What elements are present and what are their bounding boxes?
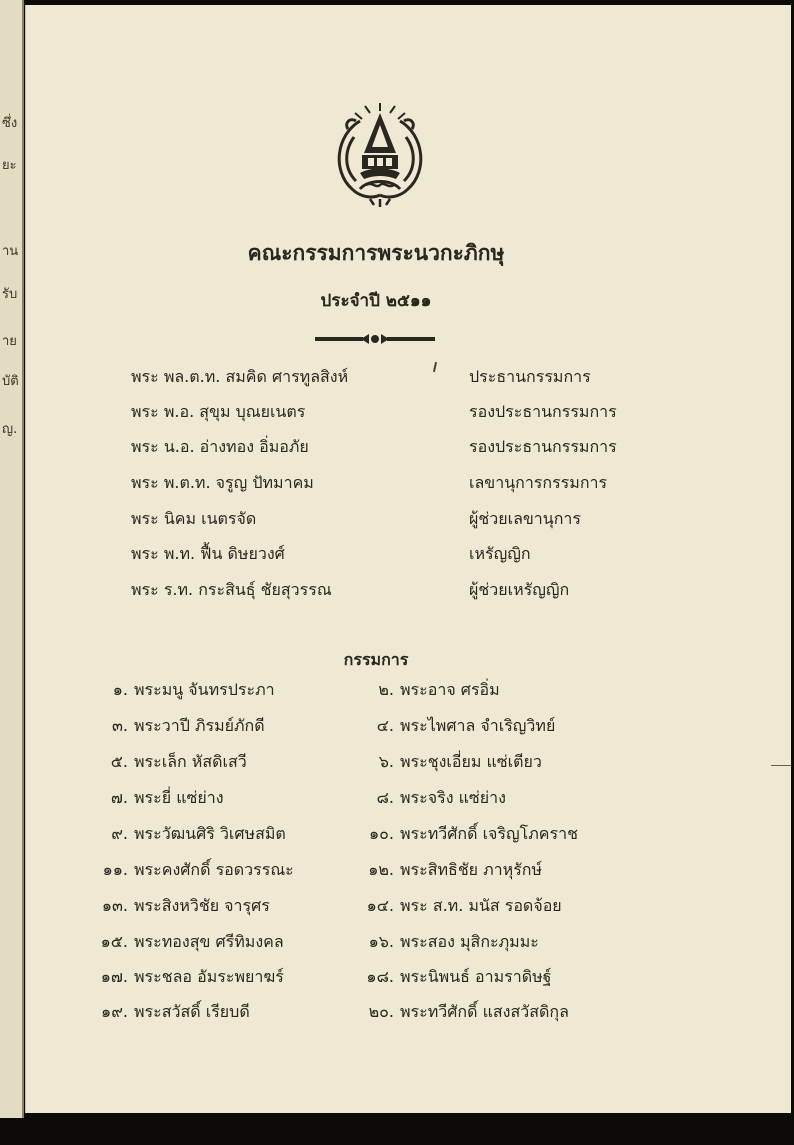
page-subtitle: ประจำปี ๒๕๑๑	[320, 291, 432, 311]
member-item	[86, 678, 275, 708]
member-name: พระคงศักดิ์ รอดวรรณะ	[134, 860, 294, 879]
previous-page-fragment: ซึ่ง	[2, 116, 18, 131]
officer-name: พระ พ.อ. สุขุม บุณยเนตร	[131, 402, 306, 421]
previous-page-fragment: ญ.	[2, 422, 18, 437]
member-item	[86, 822, 286, 852]
member-name: พระสวัสดิ์ เรียบดี	[134, 1002, 250, 1021]
page-title: คณะกรรมการพระนวกะภิกษุ	[247, 240, 505, 265]
member-number: ๑๒.	[368, 860, 394, 879]
member-item	[352, 1000, 569, 1030]
member-item	[352, 786, 506, 816]
officer-role: ผู้ช่วยเลขานุการ	[469, 509, 581, 528]
member-name: พระทวีศักดิ์ เจริญโภคราช	[400, 824, 578, 843]
member-number: ๒.	[378, 680, 394, 699]
temple-emblem-icon	[330, 101, 430, 211]
member-number: ๑๔.	[366, 896, 394, 915]
member-number: ๑๑.	[102, 860, 128, 879]
member-number: ๕.	[110, 752, 128, 771]
previous-page-fragment: รับ	[2, 287, 18, 302]
member-item	[86, 894, 270, 924]
member-item	[352, 858, 542, 888]
member-name: พระทองสุข ศรีทิมงคล	[134, 932, 284, 951]
member-name: พระไพศาล จำเริญวิทย์	[400, 716, 556, 735]
member-name: พระชลอ อัมระพยาฆร์	[134, 967, 284, 986]
document-page	[25, 5, 791, 1113]
member-number: ๑๗.	[100, 967, 128, 986]
member-item	[352, 678, 500, 708]
member-number: ๘.	[376, 788, 394, 807]
member-name: พระนิพนธ์ อามราดิษฐ์	[400, 967, 552, 986]
member-item	[86, 858, 294, 888]
officer-name: พระ พล.ต.ท. สมคิด ศารทูลสิงห์	[131, 367, 349, 386]
officer-name: พระ พ.ต.ท. จรูญ ปัทมาคม	[131, 473, 314, 492]
member-number: ๑๐.	[368, 824, 394, 843]
officer-row	[131, 365, 631, 395]
officer-name: พระ ร.ท. กระสินธุ์ ชัยสุวรรณ	[131, 580, 332, 599]
officer-role: ประธานกรรมการ	[469, 367, 591, 386]
member-number: ๑๓.	[101, 896, 128, 915]
member-number: ๑๙.	[101, 1002, 128, 1021]
member-item	[352, 930, 539, 960]
member-name: พระอาจ ศรอิ่ม	[400, 680, 500, 699]
previous-page-edge	[0, 0, 24, 1118]
previous-page-fragment: าน	[2, 244, 19, 259]
member-number: ๙.	[111, 824, 128, 843]
margin-mark	[771, 765, 791, 766]
officer-role: รองประธานกรรมการ	[469, 437, 617, 456]
member-name: พระสิทธิชัย ภาหุรักษ์	[400, 860, 543, 879]
ornament-divider-icon	[315, 332, 435, 346]
member-item	[86, 750, 247, 780]
member-number: ๔.	[376, 716, 394, 735]
officer-name: พระ พ.ท. ฟื้น ดิษยวงศ์	[131, 544, 285, 563]
officer-row	[131, 471, 631, 501]
member-item	[352, 965, 552, 995]
member-name: พระมนู จันทรประภา	[134, 680, 275, 699]
officer-row	[131, 400, 631, 430]
officer-name: พระ น.อ. อ่างทอง อิ่มอภัย	[131, 437, 309, 456]
officer-row	[131, 542, 631, 572]
member-item	[352, 822, 578, 852]
member-name: พระยี่ แซ่ย่าง	[134, 788, 224, 807]
member-item	[352, 750, 542, 780]
officer-role: ผู้ช่วยเหรัญญิก	[469, 580, 570, 599]
officer-row	[131, 435, 631, 465]
member-name: พระเล็ก หัสดิเสวี	[134, 752, 247, 771]
members-heading: กรรมการ	[343, 650, 409, 669]
officer-name: พระ นิคม เนตรจัด	[131, 509, 257, 528]
member-item	[352, 894, 562, 924]
member-number: ๓.	[111, 716, 128, 735]
member-name: พระทวีศักดิ์ แสงสวัสดิกุล	[400, 1002, 569, 1021]
member-number: ๑๕.	[100, 932, 128, 951]
officer-role: เหรัญญิก	[469, 544, 531, 563]
member-name: พระสอง มุสิกะภุมมะ	[400, 932, 539, 951]
member-name: พระสิงหวิชัย จารุศร	[134, 896, 270, 915]
member-item	[86, 786, 224, 816]
member-number: ๗.	[110, 788, 128, 807]
member-number: ๒๐.	[368, 1002, 394, 1021]
officer-role: เลขานุการกรรมการ	[469, 473, 608, 492]
member-number: ๑.	[112, 680, 128, 699]
member-item	[86, 965, 284, 995]
member-name: พระวัฒนศิริ วิเศษสมิต	[134, 824, 286, 843]
officer-row	[131, 578, 631, 608]
previous-page-fragment: ยะ	[2, 158, 17, 173]
member-item	[86, 930, 284, 960]
member-number: ๖.	[378, 752, 394, 771]
member-name: พระ ส.ท. มนัส รอดจ้อย	[400, 896, 562, 915]
member-item	[352, 714, 555, 744]
member-item	[86, 1000, 250, 1030]
member-number: ๑๖.	[368, 932, 394, 951]
officer-row	[131, 507, 631, 537]
member-name: พระจริง แซ่ย่าง	[400, 788, 506, 807]
previous-page-fragment: าย	[2, 334, 17, 349]
member-name: พระชุงเอี่ยม แซ่เตียว	[400, 752, 542, 771]
member-name: พระวาปี ภิรมย์ภักดี	[134, 716, 265, 735]
member-item	[86, 714, 265, 744]
previous-page-fragment: บัติ	[2, 374, 19, 389]
officer-role: รองประธานกรรมการ	[469, 402, 617, 421]
member-number: ๑๘.	[366, 967, 394, 986]
